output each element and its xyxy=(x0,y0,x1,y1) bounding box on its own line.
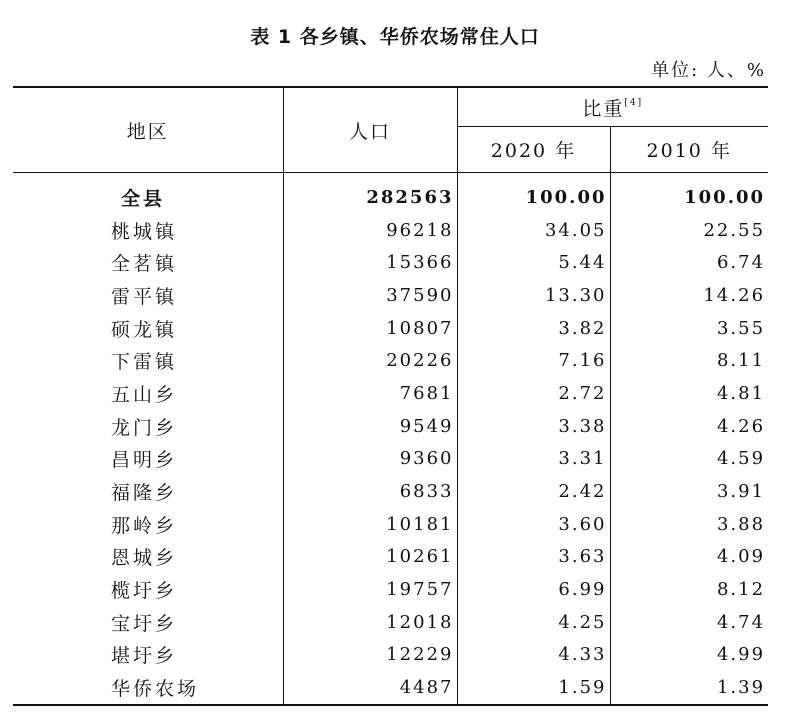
population-value: 9360 xyxy=(283,443,457,476)
ratio-2010-value: 1.39 xyxy=(716,677,766,699)
ratio-2020-value: 3.31 xyxy=(457,443,610,476)
ratio-2020-value: 6.99 xyxy=(457,573,610,606)
ratio-2010-value: 4.81 xyxy=(716,382,766,404)
ratio-2010-value: 4.99 xyxy=(716,644,766,666)
ratio-2010-value: 4.09 xyxy=(716,546,766,568)
table-row xyxy=(13,377,768,410)
ratio-2020-value: 3.63 xyxy=(457,541,610,574)
region-name: 雷平镇 xyxy=(13,279,283,312)
table-row xyxy=(13,344,768,377)
table-row xyxy=(13,279,768,312)
table-row xyxy=(13,606,768,639)
table-row xyxy=(13,508,768,541)
region-name: 华侨农场 xyxy=(13,671,283,705)
region-name: 昌明乡 xyxy=(13,443,283,476)
ratio-2020-value: 2.42 xyxy=(457,475,610,508)
region-name: 恩城乡 xyxy=(13,541,283,574)
table-row xyxy=(13,214,768,247)
table-row xyxy=(13,443,768,476)
population-value: 7681 xyxy=(283,377,457,410)
population-value: 12229 xyxy=(283,639,457,672)
population-value: 19757 xyxy=(283,573,457,606)
table-row-total xyxy=(13,173,768,214)
ratio-2020-value: 4.33 xyxy=(457,639,610,672)
ratio-2010-value: 3.88 xyxy=(716,513,766,535)
population-value: 37590 xyxy=(283,279,457,312)
table-row xyxy=(13,639,768,672)
ratio-2020-value: 3.60 xyxy=(457,508,610,541)
header-year-2020: 2020 年 xyxy=(457,127,610,173)
ratio-2010-value: 3.91 xyxy=(716,481,766,503)
ratio-2010-value: 100.00 xyxy=(684,186,766,208)
table-body xyxy=(13,173,768,706)
population-value: 96218 xyxy=(283,214,457,247)
header-ratio xyxy=(457,87,768,127)
population-value: 9549 xyxy=(283,410,457,443)
population-value: 10807 xyxy=(283,312,457,345)
region-name: 龙门乡 xyxy=(13,410,283,443)
ratio-2020-value: 5.44 xyxy=(457,246,610,279)
ratio-2020-value: 3.82 xyxy=(457,312,610,345)
header-population: 人口 xyxy=(283,87,457,173)
table-row xyxy=(13,410,768,443)
region-name: 全县 xyxy=(13,173,283,214)
ratio-2020-value: 2.72 xyxy=(457,377,610,410)
population-value: 6833 xyxy=(283,475,457,508)
ratio-2010-value: 4.59 xyxy=(716,448,766,470)
region-name: 宝圩乡 xyxy=(13,606,283,639)
ratio-2010-value: 6.74 xyxy=(716,252,766,274)
ratio-2020-value: 100.00 xyxy=(457,173,610,214)
region-name: 全茗镇 xyxy=(13,246,283,279)
table-row xyxy=(13,573,768,606)
population-value: 10261 xyxy=(283,541,457,574)
table-row xyxy=(13,541,768,574)
ratio-2020-value: 1.59 xyxy=(457,671,610,705)
table-row xyxy=(13,246,768,279)
ratio-2010-value: 14.26 xyxy=(703,284,766,306)
header-region: 地区 xyxy=(13,87,283,173)
population-value: 15366 xyxy=(283,246,457,279)
population-table xyxy=(13,86,768,706)
population-value: 20226 xyxy=(283,344,457,377)
region-name: 下雷镇 xyxy=(13,344,283,377)
table-row xyxy=(13,671,768,705)
ratio-2020-value: 7.16 xyxy=(457,344,610,377)
region-name: 桃城镇 xyxy=(13,214,283,247)
ratio-2020-value: 3.38 xyxy=(457,410,610,443)
region-name: 福隆乡 xyxy=(13,475,283,508)
table-row xyxy=(13,475,768,508)
header-ratio-label: 比重 xyxy=(582,97,625,120)
ratio-2010-value: 8.11 xyxy=(716,350,766,372)
region-name: 硕龙镇 xyxy=(13,312,283,345)
ratio-2010-value: 8.12 xyxy=(716,579,766,601)
ratio-2020-value: 13.30 xyxy=(457,279,610,312)
population-value: 282563 xyxy=(283,173,457,214)
region-name: 五山乡 xyxy=(13,377,283,410)
ratio-2010-value: 22.55 xyxy=(703,219,766,241)
footnote-ref: [4] xyxy=(624,97,644,108)
header-year-2010: 2010 年 xyxy=(610,127,768,173)
ratio-2010-value: 4.26 xyxy=(716,415,766,437)
region-name: 堪圩乡 xyxy=(13,639,283,672)
table-row xyxy=(13,312,768,345)
ratio-2020-value: 34.05 xyxy=(457,214,610,247)
population-value: 4487 xyxy=(283,671,457,705)
ratio-2010-value: 4.74 xyxy=(716,611,766,633)
population-value: 10181 xyxy=(283,508,457,541)
population-value: 12018 xyxy=(283,606,457,639)
unit-label: 单位: 人、% xyxy=(651,60,766,81)
table-title: 表 1 各乡镇、华侨农场常住人口 xyxy=(250,26,540,48)
ratio-2020-value: 4.25 xyxy=(457,606,610,639)
region-name: 榄圩乡 xyxy=(13,573,283,606)
region-name: 那岭乡 xyxy=(13,508,283,541)
ratio-2010-value: 3.55 xyxy=(716,317,766,339)
